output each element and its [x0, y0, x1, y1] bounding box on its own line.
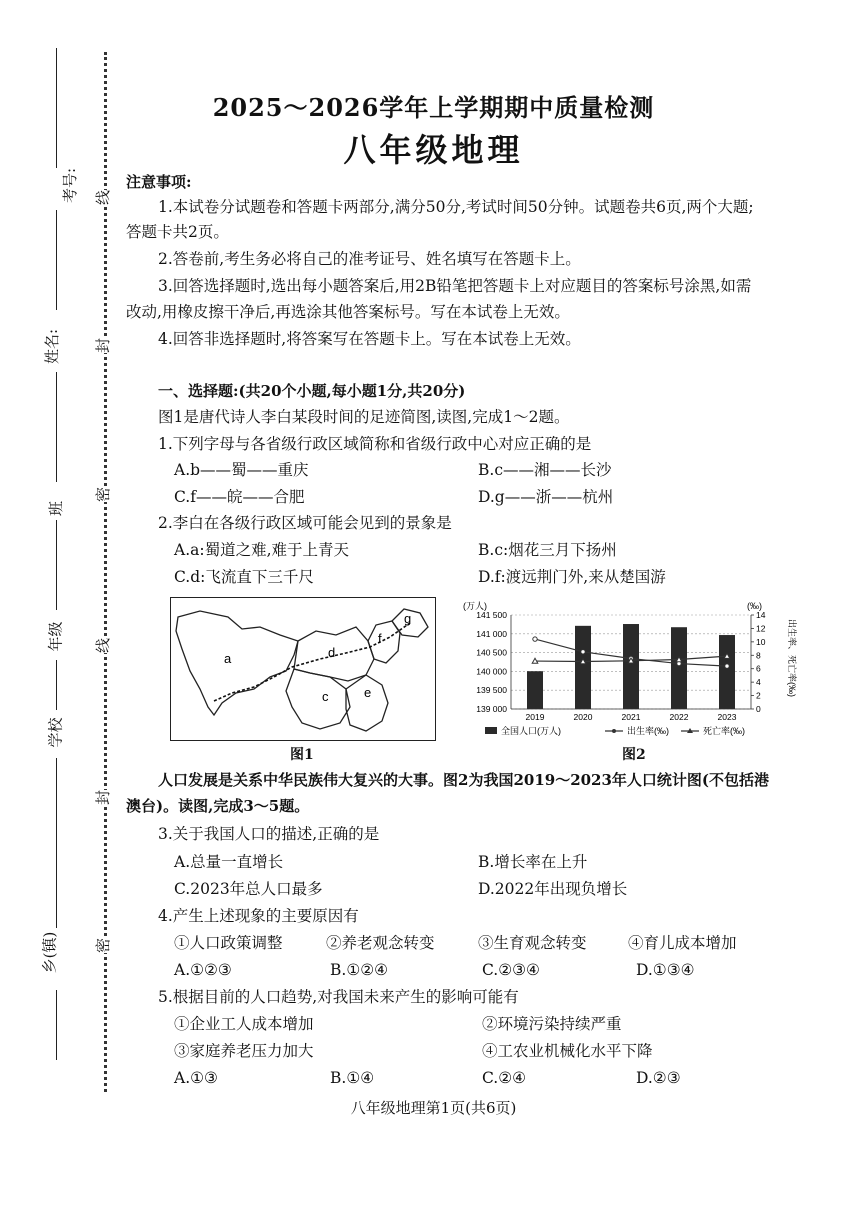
x-tick-label: 2021	[621, 712, 641, 722]
q3-option-b: B.增长率在上升	[478, 853, 588, 871]
fig1-caption: 图1	[290, 747, 314, 763]
left-tick-label: 139 000	[476, 704, 507, 714]
chart-left-unit: (万人)	[463, 601, 487, 611]
q1-stem: 1.下列字母与各省级行政区域简称和省级行政中心对应正确的是	[158, 435, 592, 453]
left-tick-label: 140 500	[476, 647, 507, 658]
chart-right-axis-label: 出生率、死亡率(‰)	[787, 619, 797, 697]
legend-birth: 出生率(‰)	[627, 726, 669, 736]
left-tick-label: 139 500	[476, 685, 507, 696]
q2-option-a: A.a:蜀道之难,难于上青天	[174, 541, 350, 559]
q2-option-d: D.f:渡远荆门外,来从楚国游	[478, 568, 666, 586]
legend-swatch-population	[485, 727, 497, 734]
town-label: 乡(镇)	[40, 931, 59, 974]
fig2-population-chart	[455, 597, 845, 743]
q5-stem: 5.根据目前的人口趋势,对我国未来产生的影响可能有	[158, 988, 519, 1006]
map-label-d: d	[328, 645, 336, 660]
q4-option-b: B.①②④	[330, 961, 389, 979]
margin-line-4	[56, 660, 57, 710]
note-3a: 3.回答选择题时,选出每小题答案后,用2B铅笔把答题卡上对应题目的答案标号涂黑,如需	[158, 277, 752, 295]
bar-population-2020	[575, 626, 591, 709]
q1-option-a: A.b——蜀——重庆	[174, 461, 309, 479]
margin-line-1	[56, 210, 57, 310]
map-label-a: a	[224, 651, 232, 666]
right-tick-label: 6	[756, 663, 761, 674]
seal-label-xian2: 线	[94, 637, 113, 654]
q5-option-d: D.②③	[636, 1069, 681, 1087]
q4-item-1: ①人口政策调整	[174, 934, 283, 952]
x-tick-label: 2022	[669, 712, 689, 722]
x-tick-label: 2020	[573, 712, 593, 722]
right-tick-label: 14	[756, 610, 766, 620]
q2-option-c: C.d:飞流直下三千尺	[174, 568, 314, 586]
q1-option-b: B.c——湘——长沙	[478, 461, 612, 479]
map-label-f: f	[378, 631, 382, 646]
map-label-c: c	[322, 689, 329, 704]
intro-fig1: 图1是唐代诗人李白某段时间的足迹简图,读图,完成1～2题。	[158, 408, 570, 426]
map-label-e: e	[364, 685, 372, 700]
intro-fig2-b: 澳台)。读图,完成3～5题。	[126, 797, 310, 815]
right-tick-label: 0	[756, 704, 761, 714]
q1-option-d: D.g——浙——杭州	[478, 488, 614, 506]
right-tick-label: 4	[756, 677, 761, 688]
note-3b: 改动,用橡皮擦干净后,再选涂其他答案标号。写在本试卷上无效。	[126, 303, 570, 321]
name-label: 姓名:	[43, 328, 62, 365]
left-tick-label: 141 500	[476, 610, 507, 620]
q4-option-d: D.①③④	[636, 961, 695, 979]
margin-line-6	[56, 990, 57, 1060]
left-tick-label: 141 000	[476, 628, 507, 639]
q3-option-a: A.总量一直增长	[174, 853, 284, 871]
point-death-rate-2019	[532, 658, 538, 663]
binding-dotted-line	[104, 52, 107, 1092]
q4-item-4: ④育儿成本增加	[628, 934, 737, 952]
school-label: 学校	[46, 717, 65, 748]
q3-stem: 3.关于我国人口的描述,正确的是	[158, 825, 380, 843]
point-birth-rate-2020	[581, 650, 585, 654]
q5-option-c: C.②④	[482, 1069, 527, 1087]
q2-option-b: B.c:烟花三月下扬州	[478, 541, 617, 559]
right-tick-label: 12	[756, 623, 766, 634]
q5-option-a: A.①③	[174, 1069, 218, 1087]
left-tick-label: 140 000	[476, 666, 507, 677]
note-2: 2.答卷前,考生务必将自己的准考证号、姓名填写在答题卡上。	[158, 250, 581, 268]
bar-population-2022	[671, 627, 687, 709]
x-tick-label: 2023	[717, 712, 737, 722]
fig2-caption: 图2	[622, 747, 646, 763]
grade-label: 年级	[46, 621, 65, 652]
seal-label-mi: 密	[94, 486, 113, 503]
seal-label-feng: 封	[94, 337, 113, 354]
notes-heading: 注意事项:	[126, 173, 192, 191]
q5-item-1: ①企业工人成本增加	[174, 1015, 314, 1033]
q4-stem: 4.产生上述现象的主要原因有	[158, 907, 359, 925]
exam-no-label: 考号:	[61, 167, 80, 204]
note-1b: 答题卡共2页。	[126, 223, 229, 241]
legend-death: 死亡率(‰)	[703, 726, 745, 736]
right-tick-label: 8	[756, 650, 761, 661]
bar-population-2021	[623, 624, 639, 709]
margin-line-5	[56, 758, 57, 928]
q4-option-c: C.②③④	[482, 961, 540, 979]
q4-option-a: A.①②③	[174, 961, 232, 979]
note-1a: 1.本试卷分试题卷和答题卡两部分,满分50分,考试时间50分钟。试题卷共6页,两个大题;	[158, 198, 754, 216]
seal-label-mi2: 密	[94, 937, 113, 954]
exam-title: 2025～2026学年上学期期中质量检测	[212, 93, 655, 122]
bar-population-2019	[527, 671, 543, 709]
chart-legend	[485, 725, 745, 736]
legend-population: 全国人口(万人)	[501, 726, 561, 736]
page-footer: 八年级地理第1页(共6页)	[350, 1099, 517, 1117]
right-tick-label: 2	[756, 690, 761, 701]
class-label: 班	[47, 500, 66, 517]
seal-label-xian: 线	[94, 189, 113, 206]
note-4: 4.回答非选择题时,将答案写在答题卡上。写在本试卷上无效。	[158, 330, 581, 348]
x-tick-label: 2019	[525, 712, 545, 722]
q3-option-d: D.2022年出现负增长	[478, 880, 628, 898]
seal-label-feng2: 封	[94, 789, 113, 806]
q4-item-3: ③生育观念转变	[478, 934, 587, 952]
section-heading: 一、选择题:(共20个小题,每小题1分,共20分)	[158, 382, 466, 400]
bar-population-2023	[719, 635, 735, 709]
chart-right-unit: (‰)	[747, 601, 762, 611]
q5-item-2: ②环境污染持续严重	[482, 1015, 622, 1033]
margin-line-2	[56, 372, 57, 482]
subject-title: 八年级地理	[343, 131, 524, 169]
q5-item-4: ④工农业机械化水平下降	[482, 1042, 653, 1060]
q2-stem: 2.李白在各级行政区域可能会见到的景象是	[158, 514, 452, 532]
q3-option-c: C.2023年总人口最多	[174, 880, 323, 898]
margin-line-3	[56, 520, 57, 610]
q1-option-c: C.f——皖——合肥	[174, 488, 305, 506]
q5-option-b: B.①④	[330, 1069, 375, 1087]
q5-item-3: ③家庭养老压力加大	[174, 1042, 314, 1060]
intro-fig2-a: 人口发展是关系中华民族伟大复兴的大事。图2为我国2019～2023年人口统计图(不包括港	[158, 771, 770, 789]
right-tick-label: 10	[756, 636, 766, 647]
fig1-map	[170, 597, 436, 741]
point-birth-rate-2019	[533, 637, 537, 641]
point-birth-rate-2023	[725, 664, 729, 668]
q4-item-2: ②养老观念转变	[326, 934, 435, 952]
map-label-g: g	[404, 611, 412, 626]
